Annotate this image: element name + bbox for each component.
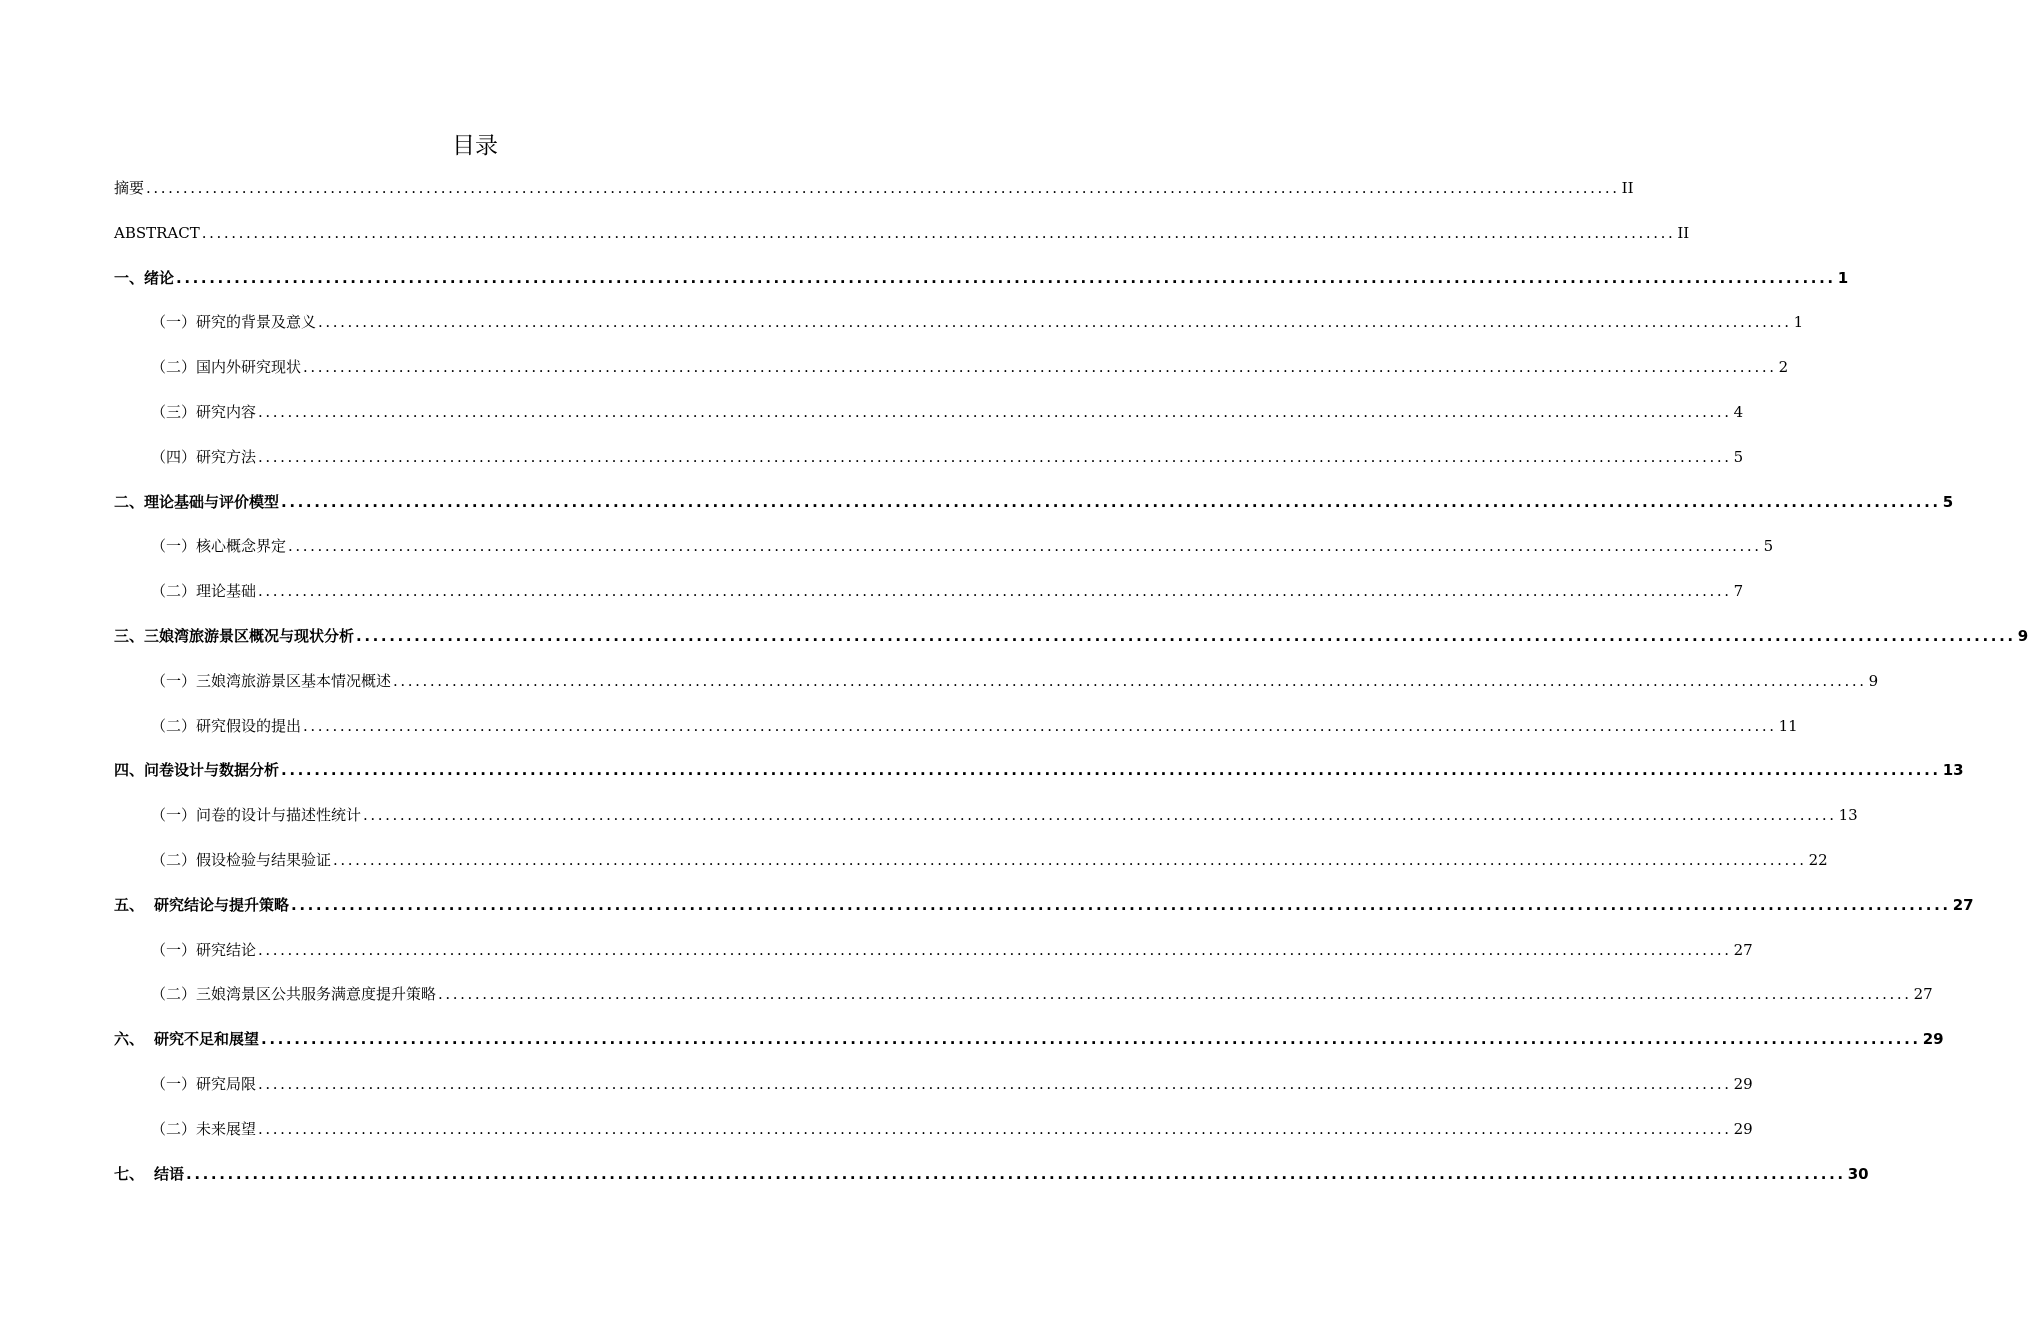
toc-entry-text: （二）假设检验与结果验证 (151, 850, 332, 869)
toc-page-number: 22 (1808, 850, 1828, 869)
toc-page-number: II (1677, 223, 1690, 242)
toc-dot-leader: ........................................................................................................................................................................................................ (258, 402, 1732, 421)
toc-page-number: 9 (1868, 671, 1879, 690)
toc-entry-text: 问卷设计与数据分析 (144, 761, 280, 780)
toc-entry-text: 研究结论与提升策略 (154, 895, 290, 914)
toc-entry-label (151, 972, 436, 1017)
toc-entry-text: （二）未来展望 (151, 1119, 257, 1138)
toc-entry-number: 三、 (114, 626, 145, 645)
toc-page-number: 27 (1952, 895, 1974, 914)
toc-dot-leader: ........................................................................................................................................................................................................ (303, 358, 1777, 377)
toc-entry-text: （一）问卷的设计与描述性统计 (151, 806, 362, 825)
toc-entry[interactable] (114, 569, 1744, 614)
toc-entry-label (114, 1152, 184, 1197)
toc-entry-text: （二）国内外研究现状 (151, 358, 302, 377)
toc-dot-leader: ........................................................................................................................................................................................................ (258, 582, 1732, 601)
toc-entry[interactable] (114, 793, 1858, 838)
toc-dot-leader: ........................................................................................................................................................................................................ (291, 895, 1951, 914)
toc-entry-text: 三娘湾旅游景区概况与现状分析 (144, 626, 355, 645)
toc-entry-label (151, 435, 256, 480)
toc-entry[interactable] (114, 1062, 1753, 1107)
toc-entry[interactable] (114, 928, 1753, 973)
toc-entry[interactable] (114, 1017, 1944, 1062)
toc-entry-number: 五、 (114, 895, 145, 914)
toc-entry-text: 研究不足和展望 (154, 1030, 260, 1049)
toc-page-number: 29 (1922, 1030, 1944, 1049)
toc-entry-text: （四）研究方法 (151, 447, 257, 466)
toc-entry-label (151, 390, 256, 435)
toc-page-number: 1 (1837, 268, 1849, 287)
toc-entry-label (151, 659, 391, 704)
toc-entry-number: 二、 (114, 492, 145, 511)
toc-entry[interactable] (114, 659, 1879, 704)
toc-entry-label (114, 614, 354, 659)
toc-page-number: 5 (1763, 537, 1774, 556)
toc-page-number: 2 (1778, 358, 1789, 377)
toc-entry-number: 六、 (114, 1030, 145, 1049)
toc-entry[interactable] (114, 390, 1744, 435)
toc-entry-text: （二）理论基础 (151, 582, 257, 601)
toc-entry-label (114, 883, 289, 928)
toc-entry[interactable] (114, 704, 1798, 749)
toc-entry-label (114, 166, 144, 211)
toc-entry-text: 摘要 (114, 179, 145, 197)
toc-entry-text: （一）研究结论 (151, 940, 257, 959)
toc-entry[interactable] (114, 166, 1634, 211)
toc-entry-text: （一）三娘湾旅游景区基本情况概述 (151, 671, 392, 690)
toc-page-number: 4 (1733, 402, 1744, 421)
toc-dot-leader: ........................................................................................................................................................................................................ (356, 626, 2016, 645)
toc-dot-leader: ........................................................................................................................................................................................................ (258, 447, 1732, 466)
toc-entry-text: 理论基础与评价模型 (144, 492, 280, 511)
toc-entry-text: （二）研究假设的提出 (151, 716, 302, 735)
toc-entry-label (151, 1107, 256, 1152)
toc-entry-number: 一、 (114, 268, 145, 287)
toc-entry[interactable] (114, 345, 1789, 390)
toc-entry[interactable] (114, 524, 1774, 569)
toc-entry-label (151, 345, 301, 390)
toc-dot-leader: ........................................................................................................................................................................................................ (303, 716, 1777, 735)
toc-entry-label (151, 1062, 256, 1107)
toc-dot-leader: ........................................................................................................................................................................................................ (333, 850, 1807, 869)
toc-entry[interactable] (114, 748, 1964, 793)
toc-page-number: 30 (1847, 1164, 1869, 1183)
toc-entry-label (151, 928, 256, 973)
toc-entry-label (151, 793, 361, 838)
toc-entry-label (151, 704, 301, 749)
toc-page-number: 11 (1778, 716, 1798, 735)
toc-dot-leader: ........................................................................................................................................................................................................ (363, 806, 1837, 825)
toc-dot-leader: ........................................................................................................................................................................................................ (438, 985, 1912, 1004)
toc-entry-label (151, 524, 286, 569)
toc-dot-leader: ........................................................................................................................................................................................................ (176, 268, 1836, 287)
toc-dot-leader: ........................................................................................................................................................................................................ (281, 492, 1941, 511)
toc-dot-leader: ........................................................................................................................................................................................................ (186, 1164, 1846, 1183)
toc-entry-number: 四、 (114, 761, 145, 780)
toc-entry-label (114, 1017, 259, 1062)
toc-page-number: 27 (1913, 985, 1933, 1004)
toc-entry-text: 绪论 (144, 268, 175, 287)
toc-page-number: 9 (2017, 626, 2028, 645)
toc-page-number: 29 (1733, 1119, 1753, 1138)
toc-page-number: 29 (1733, 1074, 1753, 1093)
toc-entry[interactable] (114, 883, 1974, 928)
toc-entry-label (114, 748, 279, 793)
toc-title: 目录 (452, 133, 498, 159)
toc-page-number: 5 (1733, 447, 1744, 466)
toc-dot-leader: ........................................................................................................................................................................................................ (258, 1074, 1732, 1093)
toc-dot-leader: ........................................................................................................................................................................................................ (288, 537, 1762, 556)
toc-entry[interactable] (114, 972, 1933, 1017)
toc-dot-leader: ........................................................................................................................................................................................................ (258, 940, 1732, 959)
toc-page-number: 1 (1793, 313, 1804, 332)
toc-entry-label (114, 480, 279, 525)
toc-dot-leader: ........................................................................................................................................................................................................ (393, 671, 1867, 690)
toc-entry-label (114, 256, 174, 301)
toc-page-number: II (1621, 179, 1634, 197)
toc-page-number: 13 (1942, 761, 1964, 780)
toc-entry[interactable] (114, 838, 1828, 883)
table-of-contents (114, 166, 2028, 1196)
toc-page-number: 27 (1733, 940, 1753, 959)
toc-entry[interactable] (114, 211, 1690, 256)
toc-entry[interactable] (114, 435, 1744, 480)
toc-entry[interactable] (114, 300, 1804, 345)
toc-entry-text: （一）核心概念界定 (151, 537, 287, 556)
toc-page-number: 5 (1942, 492, 1954, 511)
toc-entry-label (114, 211, 200, 256)
toc-entry-text: ABSTRACT (114, 223, 200, 242)
toc-dot-leader: ........................................................................................................................................................................................................ (281, 761, 1941, 780)
toc-dot-leader: ........................................................................................................................................................................................................ (258, 1119, 1732, 1138)
toc-entry[interactable] (114, 1152, 1869, 1197)
toc-entry-label (151, 300, 316, 345)
toc-entry-text: （二）三娘湾景区公共服务满意度提升策略 (151, 985, 437, 1004)
toc-page-number: 13 (1838, 806, 1858, 825)
toc-entry-number: 七、 (114, 1164, 145, 1183)
toc-page-number: 7 (1733, 582, 1744, 601)
toc-entry-text: （三）研究内容 (151, 402, 257, 421)
toc-entry-label (151, 569, 256, 614)
toc-dot-leader: ........................................................................................................................................................................................................ (201, 223, 1676, 242)
toc-entry-label (151, 838, 331, 883)
toc-dot-leader: ........................................................................................................................................................................................................ (318, 313, 1792, 332)
toc-entry-text: （一）研究局限 (151, 1074, 257, 1093)
toc-entry[interactable] (114, 256, 1849, 301)
toc-entry[interactable] (114, 1107, 1753, 1152)
toc-dot-leader: ........................................................................................................................................................................................................ (146, 179, 1620, 197)
toc-entry-text: 结语 (154, 1164, 185, 1183)
toc-entry-text: （一）研究的背景及意义 (151, 313, 317, 332)
toc-entry[interactable] (114, 480, 1954, 525)
toc-entry[interactable] (114, 614, 2028, 659)
toc-dot-leader: ........................................................................................................................................................................................................ (261, 1030, 1921, 1049)
